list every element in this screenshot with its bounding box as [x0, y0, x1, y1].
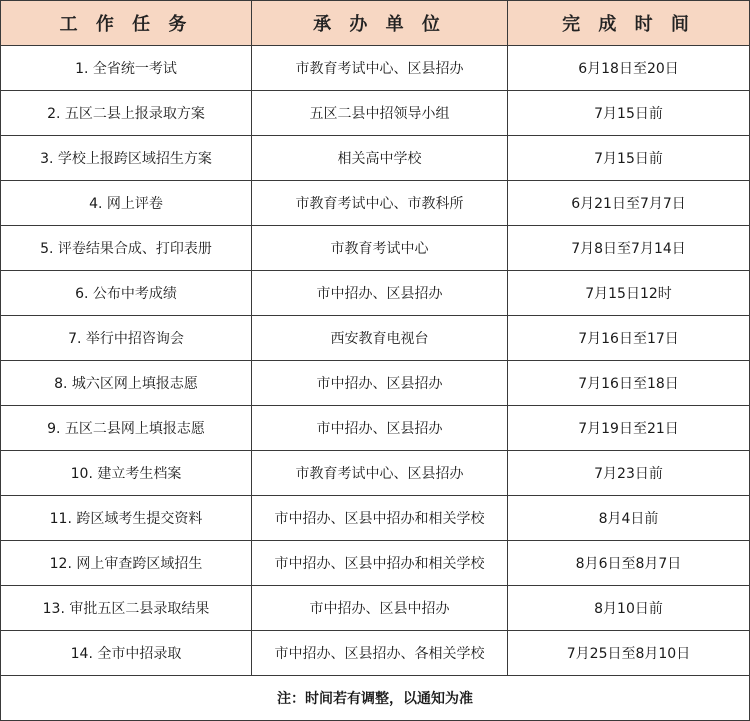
task-cell: 14. 全市中招录取 [1, 631, 252, 676]
organizer-cell: 市中招办、区县招办 [252, 406, 508, 451]
header-row [1, 1, 750, 46]
time-cell: 7月16日至17日 [508, 316, 750, 361]
time-cell: 7月19日至21日 [508, 406, 750, 451]
time-cell: 7月16日至18日 [508, 361, 750, 406]
task-cell: 7. 举行中招咨询会 [1, 316, 252, 361]
task-cell: 11. 跨区域考生提交资料 [1, 496, 252, 541]
organizer-cell: 市中招办、区县中招办和相关学校 [252, 496, 508, 541]
table-row [1, 541, 750, 586]
table-row [1, 136, 750, 181]
task-cell: 8. 城六区网上填报志愿 [1, 361, 252, 406]
time-cell: 7月23日前 [508, 451, 750, 496]
table-row [1, 91, 750, 136]
footnote: 注：时间若有调整，以通知为准 [1, 676, 750, 721]
time-cell: 7月8日至7月14日 [508, 226, 750, 271]
table-body [1, 46, 750, 676]
table-row [1, 496, 750, 541]
task-cell: 4. 网上评卷 [1, 181, 252, 226]
time-cell: 6月18日至20日 [508, 46, 750, 91]
organizer-cell: 市中招办、区县招办、各相关学校 [252, 631, 508, 676]
table-row [1, 316, 750, 361]
header-task: 工 作 任 务 [1, 1, 252, 46]
table-row [1, 271, 750, 316]
table-row [1, 226, 750, 271]
task-cell: 12. 网上审查跨区域招生 [1, 541, 252, 586]
time-cell: 8月6日至8月7日 [508, 541, 750, 586]
organizer-cell: 市教育考试中心 [252, 226, 508, 271]
note-row [1, 676, 750, 721]
organizer-cell: 市中招办、区县招办 [252, 361, 508, 406]
time-cell: 8月4日前 [508, 496, 750, 541]
task-cell: 9. 五区二县网上填报志愿 [1, 406, 252, 451]
time-cell: 7月25日至8月10日 [508, 631, 750, 676]
organizer-cell: 市教育考试中心、区县招办 [252, 451, 508, 496]
header-completion-time: 完 成 时 间 [508, 1, 750, 46]
organizer-cell: 五区二县中招领导小组 [252, 91, 508, 136]
organizer-cell: 相关高中学校 [252, 136, 508, 181]
task-cell: 5. 评卷结果合成、打印表册 [1, 226, 252, 271]
organizer-cell: 市教育考试中心、区县招办 [252, 46, 508, 91]
task-cell: 6. 公布中考成绩 [1, 271, 252, 316]
header-organizer: 承 办 单 位 [252, 1, 508, 46]
table-row [1, 406, 750, 451]
organizer-cell: 市中招办、区县招办 [252, 271, 508, 316]
time-cell: 7月15日前 [508, 91, 750, 136]
table-footer [1, 676, 750, 721]
task-cell: 1. 全省统一考试 [1, 46, 252, 91]
table-row [1, 631, 750, 676]
task-cell: 2. 五区二县上报录取方案 [1, 91, 252, 136]
organizer-cell: 市中招办、区县中招办 [252, 586, 508, 631]
task-cell: 10. 建立考生档案 [1, 451, 252, 496]
time-cell: 6月21日至7月7日 [508, 181, 750, 226]
table-row [1, 361, 750, 406]
table-row [1, 586, 750, 631]
task-cell: 13. 审批五区二县录取结果 [1, 586, 252, 631]
time-cell: 7月15日12时 [508, 271, 750, 316]
organizer-cell: 市教育考试中心、市教科所 [252, 181, 508, 226]
table-row [1, 451, 750, 496]
table-row [1, 181, 750, 226]
organizer-cell: 市中招办、区县中招办和相关学校 [252, 541, 508, 586]
table-row [1, 46, 750, 91]
task-cell: 3. 学校上报跨区域招生方案 [1, 136, 252, 181]
organizer-cell: 西安教育电视台 [252, 316, 508, 361]
time-cell: 8月10日前 [508, 586, 750, 631]
table-header [1, 1, 750, 46]
time-cell: 7月15日前 [508, 136, 750, 181]
